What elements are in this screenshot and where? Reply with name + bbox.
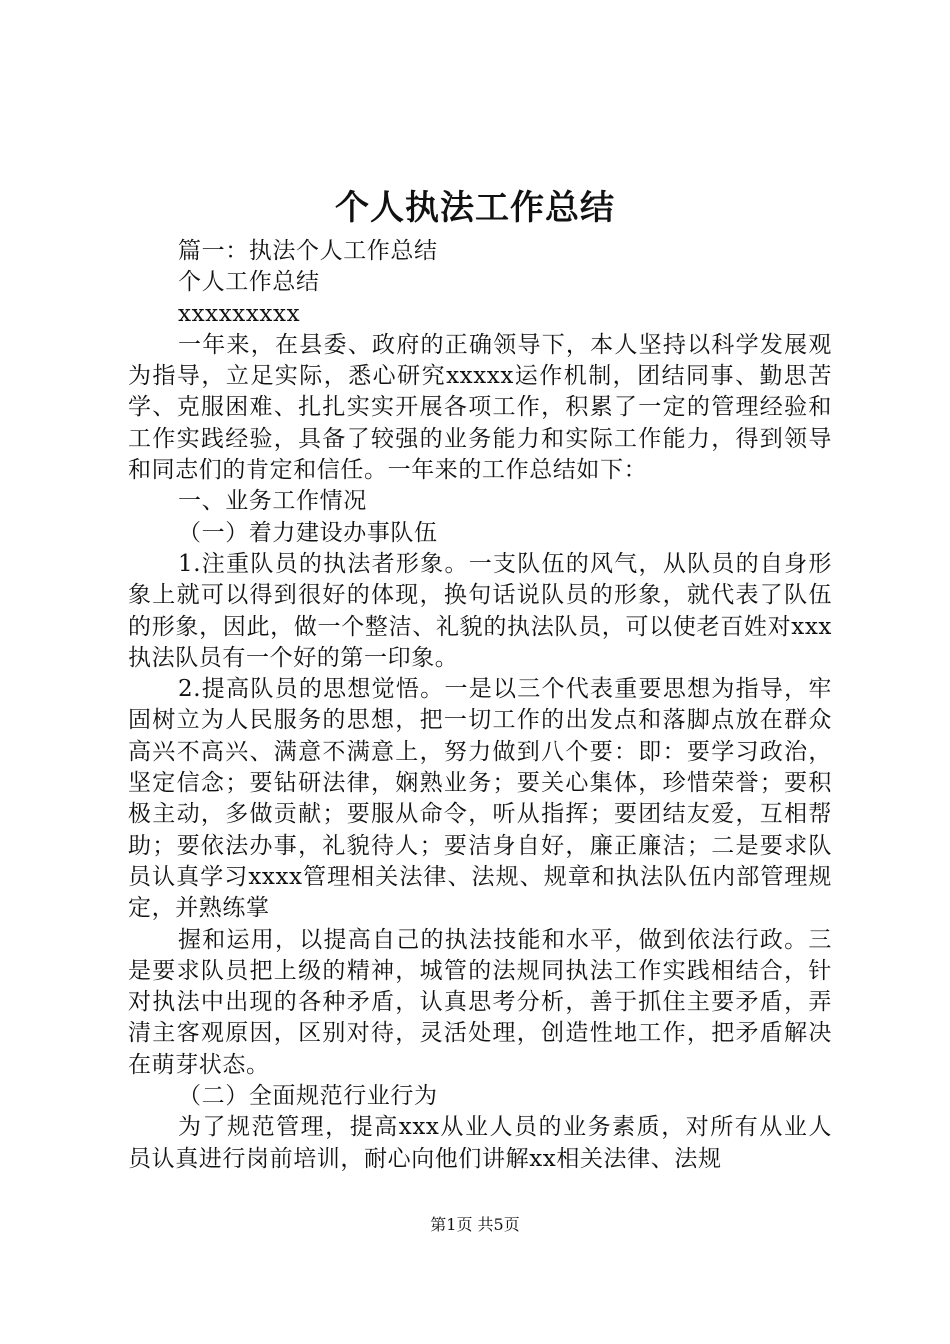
paragraph-item-1: 1.注重队员的执法者形象。一支队伍的风气，从队员的自身形象上就可以得到很好的体现，换句话说队员的形象，就代表了队伍的形象，因此，做一个整洁、礼貌的执法队员，可以使老百姓对xxx执法队员有一个好的第一印象。	[128, 550, 832, 671]
paragraph-subheading-standards: （二）全面规范行业行为	[178, 1083, 438, 1110]
paragraph-author: xxxxxxxxx	[178, 300, 301, 327]
document-title: 个人执法工作总结	[335, 188, 615, 228]
paragraph-training: 为了规范管理，提高xxx从业人员的业务素质，对所有从业人员认真进行岗前培训，耐心向他们讲解xx相关法律、法规	[128, 1114, 832, 1172]
paragraph-section-heading: 篇一：执法个人工作总结	[178, 238, 438, 264]
paragraph-subheading-team: （一）着力建设办事队伍	[178, 519, 438, 546]
paragraph-item-2: 2.提高队员的思想觉悟。一是以三个代表重要思想为指导，牢固树立为人民服务的思想，把一切工作的出发点和落脚点放在群众高兴不高兴、满意不满意上，努力做到八个要：即：要学习政治，坚定信念；要钻研法律，娴熟业务；要关心集体，珍惜荣誉；要积极主动，多做贡献；要服从命令，听从指挥；要团结友爱，互相帮助；要依法办事，礼貌待人；要洁身自好，廉正廉洁；二是要求队员认真学习xxxx管理相关法律、法规、规章和执法队伍内部管理规定，并熟练掌	[128, 676, 832, 922]
paragraph-subtitle: 个人工作总结	[178, 269, 320, 296]
paragraph-heading-business: 一、业务工作情况	[178, 488, 367, 515]
document-body	[128, 236, 832, 1175]
paragraph-continuation: 握和运用，以提高自己的执法技能和水平，做到依法行政。三是要求队员把上级的精神，城管的法规同执法工作实践相结合，针对执法中出现的各种矛盾，认真思考分析，善于抓住主要矛盾，弄清主客观原因，区别对待，灵活处理，创造性地工作，把矛盾解决在萌芽状态。	[128, 926, 832, 1078]
paragraph-intro: 一年来，在县委、政府的正确领导下，本人坚持以科学发展观为指导，立足实际，悉心研究xxxxx运作机制，团结同事、勤思苦学、克服困难、扎扎实实开展各项工作，积累了一定的管理经验和工作实践经验，具备了较强的业务能力和实际工作能力，得到领导和同志们的肯定和信任。一年来的工作总结如下：	[128, 331, 832, 484]
page-number-footer: 第1页 共5页	[430, 1215, 520, 1234]
